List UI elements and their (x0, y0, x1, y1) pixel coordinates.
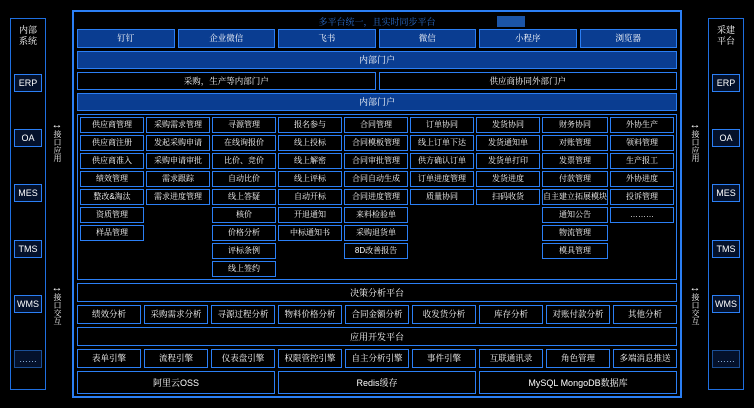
module-supplier-register[interactable]: 供应商注册 (80, 135, 144, 151)
connector-left-bottom-label: 接口交互 (53, 293, 62, 325)
banner-title (77, 15, 677, 29)
module-grid (77, 114, 677, 280)
module-spacer-b2 (146, 223, 210, 237)
module-demand-progress[interactable]: 需求进度管理 (146, 189, 210, 205)
module-material-issue[interactable]: 领料管理 (610, 135, 674, 151)
module-open-notice[interactable]: 开退通知 (278, 207, 342, 223)
module-production-report[interactable]: 生产报工 (610, 153, 674, 169)
module-column-order (410, 117, 474, 277)
module-scan-receive[interactable]: 扫码收货 (476, 189, 540, 205)
portal-split-row (77, 72, 677, 90)
module-column-supplier (80, 117, 144, 277)
module-contract-mgmt[interactable]: 合同管理 (344, 117, 408, 133)
channel-browser[interactable]: 浏览器 (580, 29, 678, 48)
connector-right-bottom-label: 接口交互 (691, 293, 700, 325)
module-award-notice[interactable]: 中标通知书 (278, 225, 342, 241)
module-spacer-f1 (410, 207, 474, 221)
sidebar-item-tms-left[interactable]: TMS (14, 240, 42, 258)
banner-mask (497, 16, 525, 27)
module-price-check[interactable]: 核价 (212, 207, 276, 223)
module-online-quote[interactable]: 在线询报价 (212, 135, 276, 151)
module-column-bidding (278, 117, 342, 277)
module-online-evaluate[interactable]: 线上评标 (278, 171, 342, 187)
module-spacer-g4 (476, 255, 540, 269)
module-spacer-b1 (146, 207, 210, 221)
module-spacer-a2 (80, 259, 144, 273)
module-demand-approval[interactable]: 采购申请审批 (146, 153, 210, 169)
module-auto-open[interactable]: 自动开标 (278, 189, 342, 205)
module-column-sourcing (212, 117, 276, 277)
sidebar-item-erp-left[interactable]: ERP (14, 74, 42, 92)
app-platform-title: 应用开发平台 (77, 327, 677, 346)
module-online-decrypt[interactable]: 线上解密 (278, 153, 342, 169)
module-incoming-inspection[interactable]: 来料检验单 (344, 207, 408, 223)
module-order-progress[interactable]: 订单进度管理 (410, 171, 474, 187)
decision-inventory[interactable]: 库存分析 (479, 305, 543, 324)
portal-external[interactable]: 供应商协同外部门户 (379, 72, 678, 90)
arrow-left-top-icon: ↔ (51, 119, 63, 131)
decision-delivery[interactable]: 收发货分析 (412, 305, 476, 324)
module-spacer-d2 (278, 259, 342, 273)
app-form-engine[interactable]: 表单引擎 (77, 349, 141, 368)
right-panel-title: 采建 平台 (709, 19, 743, 53)
module-supplier-mgmt[interactable]: 供应商管理 (80, 117, 144, 133)
channel-row (77, 29, 677, 48)
channel-wecom[interactable]: 企业微信 (178, 29, 276, 48)
module-outsource-production[interactable]: 外协生产 (610, 117, 674, 133)
connector-right-top-label: 接口应用 (691, 130, 700, 162)
module-spacer-f3 (410, 239, 474, 253)
module-supplier-entry[interactable]: 供应商准入 (80, 153, 144, 169)
module-spacer-d1 (278, 243, 342, 257)
infra-oss[interactable]: 阿里云OSS (77, 371, 275, 394)
channel-wechat[interactable]: 微信 (379, 29, 477, 48)
module-contract-template[interactable]: 合同模板管理 (344, 135, 408, 151)
right-platform-panel (708, 18, 744, 390)
module-compare-bid[interactable]: 比价、竞价 (212, 153, 276, 169)
module-delivery-notice[interactable]: 发货通知单 (476, 135, 540, 151)
decision-performance[interactable]: 绩效分析 (77, 305, 141, 324)
center-architecture (72, 10, 682, 398)
module-contract-progress[interactable]: 合同进度管理 (344, 189, 408, 205)
module-spacer-g2 (476, 223, 540, 237)
module-qualification-mgmt[interactable]: 资质管理 (80, 207, 144, 223)
module-spacer-i3 (610, 257, 674, 271)
module-column-delivery (476, 117, 540, 277)
module-demand-initiate[interactable]: 发起采购申请 (146, 135, 210, 151)
module-more-ellipsis: ……… (610, 207, 674, 223)
decision-sourcing[interactable]: 寻源过程分析 (211, 305, 275, 324)
sidebar-item-wms-left[interactable]: WMS (14, 295, 42, 313)
module-spacer-f2 (410, 223, 474, 237)
module-invoice-mgmt[interactable]: 发票管理 (542, 153, 608, 169)
sidebar-item-oa-left[interactable]: OA (14, 129, 42, 147)
left-systems-panel (10, 18, 46, 390)
connector-right-bottom (684, 283, 706, 328)
module-spacer-f4 (410, 255, 474, 269)
module-column-demand (146, 117, 210, 277)
connector-left-bottom (46, 283, 68, 328)
module-spacer-g3 (476, 239, 540, 253)
module-spacer-e1 (344, 261, 408, 275)
module-contract-approval[interactable]: 合同审批管理 (344, 153, 408, 169)
module-demand-tracking[interactable]: 需求跟踪 (146, 171, 210, 187)
decision-platform-title: 决策分析平台 (77, 283, 677, 302)
module-outsource-progress[interactable]: 外协进度 (610, 171, 674, 187)
sidebar-item-erp-right[interactable]: ERP (712, 74, 740, 92)
sidebar-item-tms-right[interactable]: TMS (712, 240, 740, 258)
infrastructure-row (77, 371, 677, 394)
app-permission-engine[interactable]: 权限管控引擎 (278, 349, 342, 368)
sidebar-item-more-right: …… (712, 350, 740, 368)
sidebar-item-wms-right[interactable]: WMS (712, 295, 740, 313)
module-mold-mgmt[interactable]: 模具管理 (542, 243, 608, 259)
app-row (77, 349, 677, 368)
module-logistics-mgmt[interactable]: 物流管理 (542, 225, 608, 241)
decision-other[interactable]: 其他分析 (613, 305, 677, 324)
channel-miniprogram[interactable]: 小程序 (479, 29, 577, 48)
channel-feishu[interactable]: 飞书 (278, 29, 376, 48)
app-flow-engine[interactable]: 流程引擎 (144, 349, 208, 368)
module-spacer-g1 (476, 207, 540, 221)
module-online-qa[interactable]: 线上答疑 (212, 189, 276, 205)
module-online-sign[interactable]: 线上签约 (212, 261, 276, 277)
module-quality-collab[interactable]: 质量协同 (410, 189, 474, 205)
module-spacer-b3 (146, 239, 210, 253)
module-enroll[interactable]: 报名参与 (278, 117, 342, 133)
channel-dingtalk[interactable]: 钉钉 (77, 29, 175, 48)
module-delivery-progress[interactable]: 发货进度 (476, 171, 540, 187)
sidebar-item-mes-right[interactable]: MES (712, 184, 740, 202)
module-column-outsourcing (610, 117, 674, 277)
arrow-left-bottom-icon: ↔ (51, 282, 63, 294)
decision-material-price[interactable]: 物料价格分析 (278, 305, 342, 324)
decision-row (77, 305, 677, 324)
app-role-mgmt[interactable]: 角色管理 (546, 349, 610, 368)
arrow-right-top-icon: ↔ (689, 119, 701, 131)
portal-bar: 内部门户 (77, 51, 677, 69)
app-dashboard-engine[interactable]: 仪表盘引擎 (211, 349, 275, 368)
banner-text: 多平台统一，且实时同步平台 (318, 17, 436, 27)
sidebar-item-more-left: …… (14, 350, 42, 368)
module-finance-collab[interactable]: 财务协同 (542, 117, 608, 133)
sidebar-item-oa-right[interactable]: OA (712, 129, 740, 147)
module-column-contract (344, 117, 408, 277)
module-notice-announce[interactable]: 通知公告 (542, 207, 608, 223)
app-analysis-engine[interactable]: 自主分析引擎 (345, 349, 409, 368)
module-payment-mgmt[interactable]: 付款管理 (542, 171, 608, 187)
connector-left-top-label: 接口应用 (53, 130, 62, 162)
connector-left-top (46, 120, 68, 165)
app-event-engine[interactable]: 事件引擎 (412, 349, 476, 368)
right-panel-items (709, 53, 743, 389)
decision-demand[interactable]: 采购需求分析 (144, 305, 208, 324)
module-reconcile-mgmt[interactable]: 对账管理 (542, 135, 608, 151)
app-contacts[interactable]: 互联通讯录 (479, 349, 543, 368)
module-delivery-print[interactable]: 发货单打印 (476, 153, 540, 169)
decision-payment[interactable]: 对账付款分析 (546, 305, 610, 324)
module-delivery-collab[interactable]: 发货协同 (476, 117, 540, 133)
module-custom-modules[interactable]: 自主建立拓展模块 (542, 189, 608, 205)
app-message-push[interactable]: 多端消息推送 (613, 349, 677, 368)
module-sourcing-mgmt[interactable]: 寻源管理 (212, 117, 276, 133)
connector-right-top (684, 120, 706, 165)
module-online-tender[interactable]: 线上投标 (278, 135, 342, 151)
inner-portal-bar: 内部门户 (77, 93, 677, 111)
decision-contract-amount[interactable]: 合同金额分析 (345, 305, 409, 324)
module-spacer-i2 (610, 241, 674, 255)
arrow-right-bottom-icon: ↔ (689, 282, 701, 294)
module-order-confirm[interactable]: 供方确认订单 (410, 153, 474, 169)
module-sample-mgmt[interactable]: 样品管理 (80, 225, 144, 241)
module-contract-autogen[interactable]: 合同自动生成 (344, 171, 408, 187)
module-price-analysis[interactable]: 价格分析 (212, 225, 276, 241)
module-complaint-mgmt[interactable]: 投诉管理 (610, 189, 674, 205)
module-spacer-b4 (146, 255, 210, 269)
portal-internal[interactable]: 采购，生产等内部门户 (77, 72, 376, 90)
module-purchase-return[interactable]: 采购退货单 (344, 225, 408, 241)
module-bid-rules[interactable]: 评标条例 (212, 243, 276, 259)
infra-database[interactable]: MySQL MongoDB数据库 (479, 371, 677, 394)
sidebar-item-mes-left[interactable]: MES (14, 184, 42, 202)
module-auto-compare[interactable]: 自动比价 (212, 171, 276, 187)
module-demand-mgmt[interactable]: 采购需求管理 (146, 117, 210, 133)
left-panel-title: 内部 系统 (11, 19, 45, 53)
left-panel-items (11, 53, 45, 389)
module-order-collab[interactable]: 订单协同 (410, 117, 474, 133)
module-8d-report[interactable]: 8D改善报告 (344, 243, 408, 259)
module-spacer-i1 (610, 225, 674, 239)
module-spacer-a1 (80, 243, 144, 257)
module-column-finance (542, 117, 608, 277)
module-performance-mgmt[interactable]: 绩效管理 (80, 171, 144, 187)
module-spacer-h1 (542, 261, 608, 275)
module-rectify-eliminate[interactable]: 整改&淘汰 (80, 189, 144, 205)
module-online-order[interactable]: 线上订单下达 (410, 135, 474, 151)
module-grid-columns (80, 117, 674, 277)
infra-redis[interactable]: Redis缓存 (278, 371, 476, 394)
